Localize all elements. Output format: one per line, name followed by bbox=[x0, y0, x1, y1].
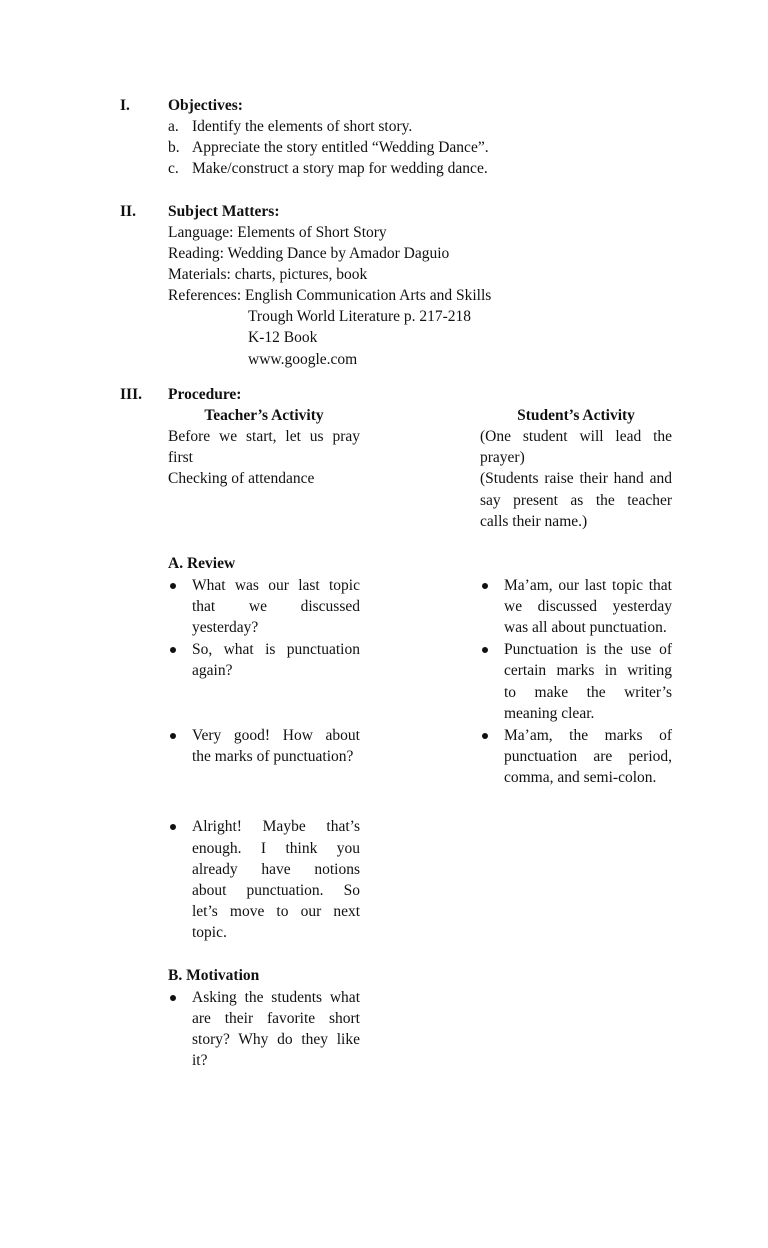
student-review-line: Punctuation is the use of bbox=[504, 641, 672, 658]
student-activity-header: Student’s Activity bbox=[517, 407, 635, 424]
student-review-line: was all about punctuation. bbox=[504, 619, 667, 636]
student-review-line: Ma’am, the marks of bbox=[504, 727, 672, 744]
motivation-heading: B. Motivation bbox=[168, 967, 260, 984]
student-intro-line: calls their name.) bbox=[480, 513, 588, 530]
teacher-motivation-line: story? Why do they like bbox=[192, 1031, 360, 1048]
bullet-icon bbox=[170, 995, 176, 1001]
reading-line: Reading: Wedding Dance by Amador Daguio bbox=[168, 245, 450, 262]
teacher-intro-line: Before we start, let us pray bbox=[168, 428, 360, 445]
teacher-motivation-line: are their favorite short bbox=[192, 1010, 360, 1027]
objective-letter: b. bbox=[168, 139, 180, 156]
teacher-review-line: let’s move to our next bbox=[192, 903, 360, 920]
section-1-numeral: I. bbox=[120, 97, 130, 114]
teacher-review-line: enough. I think you bbox=[192, 840, 360, 857]
bullet-icon bbox=[170, 583, 176, 589]
student-review-line: to make the writer’s bbox=[504, 684, 672, 701]
objective-letter: c. bbox=[168, 160, 179, 177]
student-review-line: meaning clear. bbox=[504, 705, 595, 722]
teacher-intro-line: first bbox=[168, 449, 193, 466]
student-review-line: comma, and semi-colon. bbox=[504, 769, 657, 786]
objective-item: Identify the elements of short story. bbox=[192, 118, 413, 135]
bullet-icon bbox=[482, 647, 488, 653]
reference-item: K-12 Book bbox=[248, 329, 318, 346]
materials-line: Materials: charts, pictures, book bbox=[168, 266, 368, 283]
objective-item: Make/construct a story map for wedding dance. bbox=[192, 160, 488, 177]
references-line: References: English Communication Arts and Skills bbox=[168, 287, 492, 304]
student-review-line: certain marks in writing bbox=[504, 662, 672, 679]
teacher-review-line: So, what is punctuation bbox=[192, 641, 360, 658]
bullet-icon bbox=[170, 733, 176, 739]
procedure-heading: Procedure: bbox=[168, 386, 242, 403]
review-heading: A. Review bbox=[168, 555, 236, 572]
section-3-numeral: III. bbox=[120, 386, 142, 403]
teacher-review-line: Alright! Maybe that’s bbox=[192, 818, 360, 835]
teacher-review-line: topic. bbox=[192, 924, 227, 941]
teacher-review-line: about punctuation. So bbox=[192, 882, 360, 899]
bullet-icon bbox=[170, 647, 176, 653]
bullet-icon bbox=[482, 583, 488, 589]
section-2-numeral: II. bbox=[120, 203, 136, 220]
teacher-review-line: again? bbox=[192, 662, 233, 679]
language-line: Language: Elements of Short Story bbox=[168, 224, 387, 241]
teacher-motivation-line: Asking the students what bbox=[192, 989, 360, 1006]
objective-letter: a. bbox=[168, 118, 179, 135]
reference-item: www.google.com bbox=[248, 351, 358, 368]
student-intro-line: (One student will lead the bbox=[480, 428, 672, 445]
teacher-review-line: the marks of punctuation? bbox=[192, 748, 354, 765]
teacher-review-line: What was our last topic bbox=[192, 577, 360, 594]
reference-item: Trough World Literature p. 217-218 bbox=[248, 308, 472, 325]
student-intro-line: (Students raise their hand and bbox=[480, 470, 672, 487]
bullet-icon bbox=[170, 824, 176, 830]
bullet-icon bbox=[482, 733, 488, 739]
teacher-motivation-line: it? bbox=[192, 1052, 208, 1069]
objective-item: Appreciate the story entitled “Wedding Dance”. bbox=[192, 139, 489, 156]
teacher-activity-header: Teacher’s Activity bbox=[204, 407, 324, 424]
teacher-review-line: Very good! How about bbox=[192, 727, 360, 744]
student-intro-line: say present as the teacher bbox=[480, 492, 672, 509]
teacher-intro-line: Checking of attendance bbox=[168, 470, 315, 487]
teacher-review-line: already have notions bbox=[192, 861, 360, 878]
student-review-line: punctuation are period, bbox=[504, 748, 672, 765]
student-review-line: Ma’am, our last topic that bbox=[504, 577, 672, 594]
objectives-heading: Objectives: bbox=[168, 97, 243, 114]
student-review-line: we discussed yesterday bbox=[504, 598, 672, 615]
subject-matters-heading: Subject Matters: bbox=[168, 203, 280, 220]
student-intro-line: prayer) bbox=[480, 449, 525, 466]
teacher-review-line: that we discussed bbox=[192, 598, 360, 615]
teacher-review-line: yesterday? bbox=[192, 619, 259, 636]
